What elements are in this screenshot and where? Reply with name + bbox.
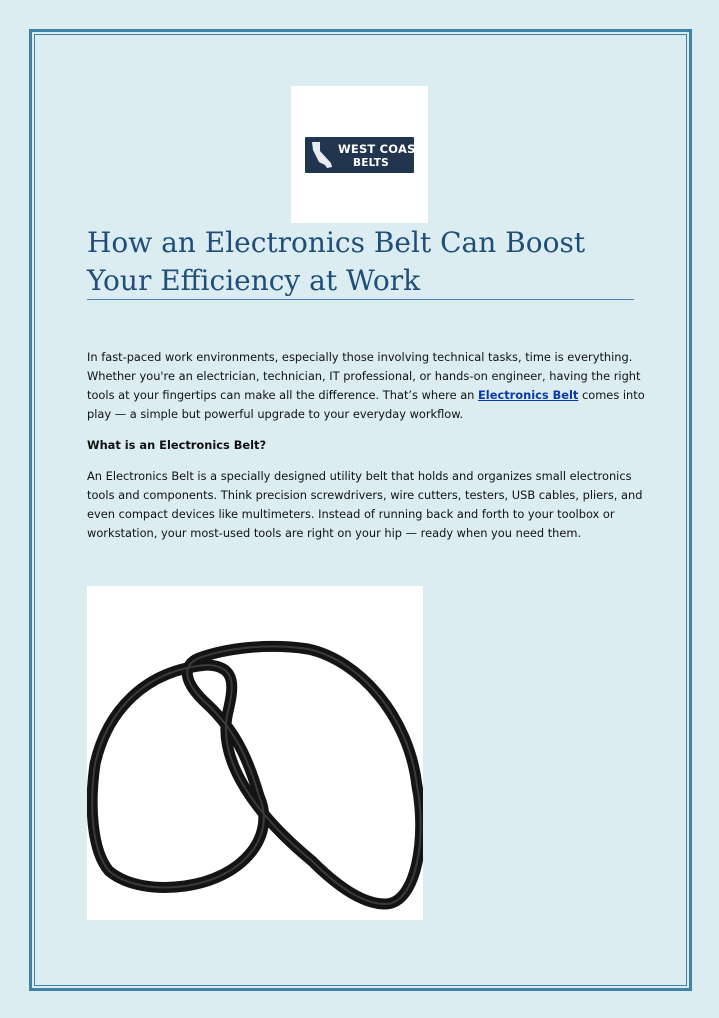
section-heading: What is an Electronics Belt? xyxy=(87,438,267,452)
black-rubber-belt-image xyxy=(87,586,423,920)
logo-plate xyxy=(305,137,424,173)
title-divider xyxy=(87,299,634,300)
intro-text-before-link: In fast-paced work environments, especially those involving technical tasks, time is everything. Whether you're an electrician, technician, IT professional, or hands-on engineer, having the right tools at your fingertips can make all the difference. That’s where an xyxy=(87,350,641,402)
logo-text-line-1: WEST COAST xyxy=(338,142,424,156)
intro-paragraph xyxy=(87,348,647,424)
company-logo xyxy=(291,86,428,223)
logo-text-line-2: BELTS xyxy=(353,157,389,169)
california-state-icon xyxy=(310,140,334,170)
section-body-paragraph: An Electronics Belt is a specially designed utility belt that holds and organizes small electronics tools and components. Think precision screwdrivers, wire cutters, testers, USB cables, pliers, and even compact devices like multimeters. Instead of running back and forth to your toolbox or workstation, your most-used tools are right on your hip — ready when you need them. xyxy=(87,469,643,540)
page-title: How an Electronics Belt Can Boost Your Efficiency at Work xyxy=(87,226,586,297)
electronics-belt-photo xyxy=(87,586,423,920)
electronics-belt-link[interactable]: Electronics Belt xyxy=(478,388,579,402)
intro-text-after-link: comes into play — a simple but powerful upgrade to your everyday workflow. xyxy=(87,388,645,421)
